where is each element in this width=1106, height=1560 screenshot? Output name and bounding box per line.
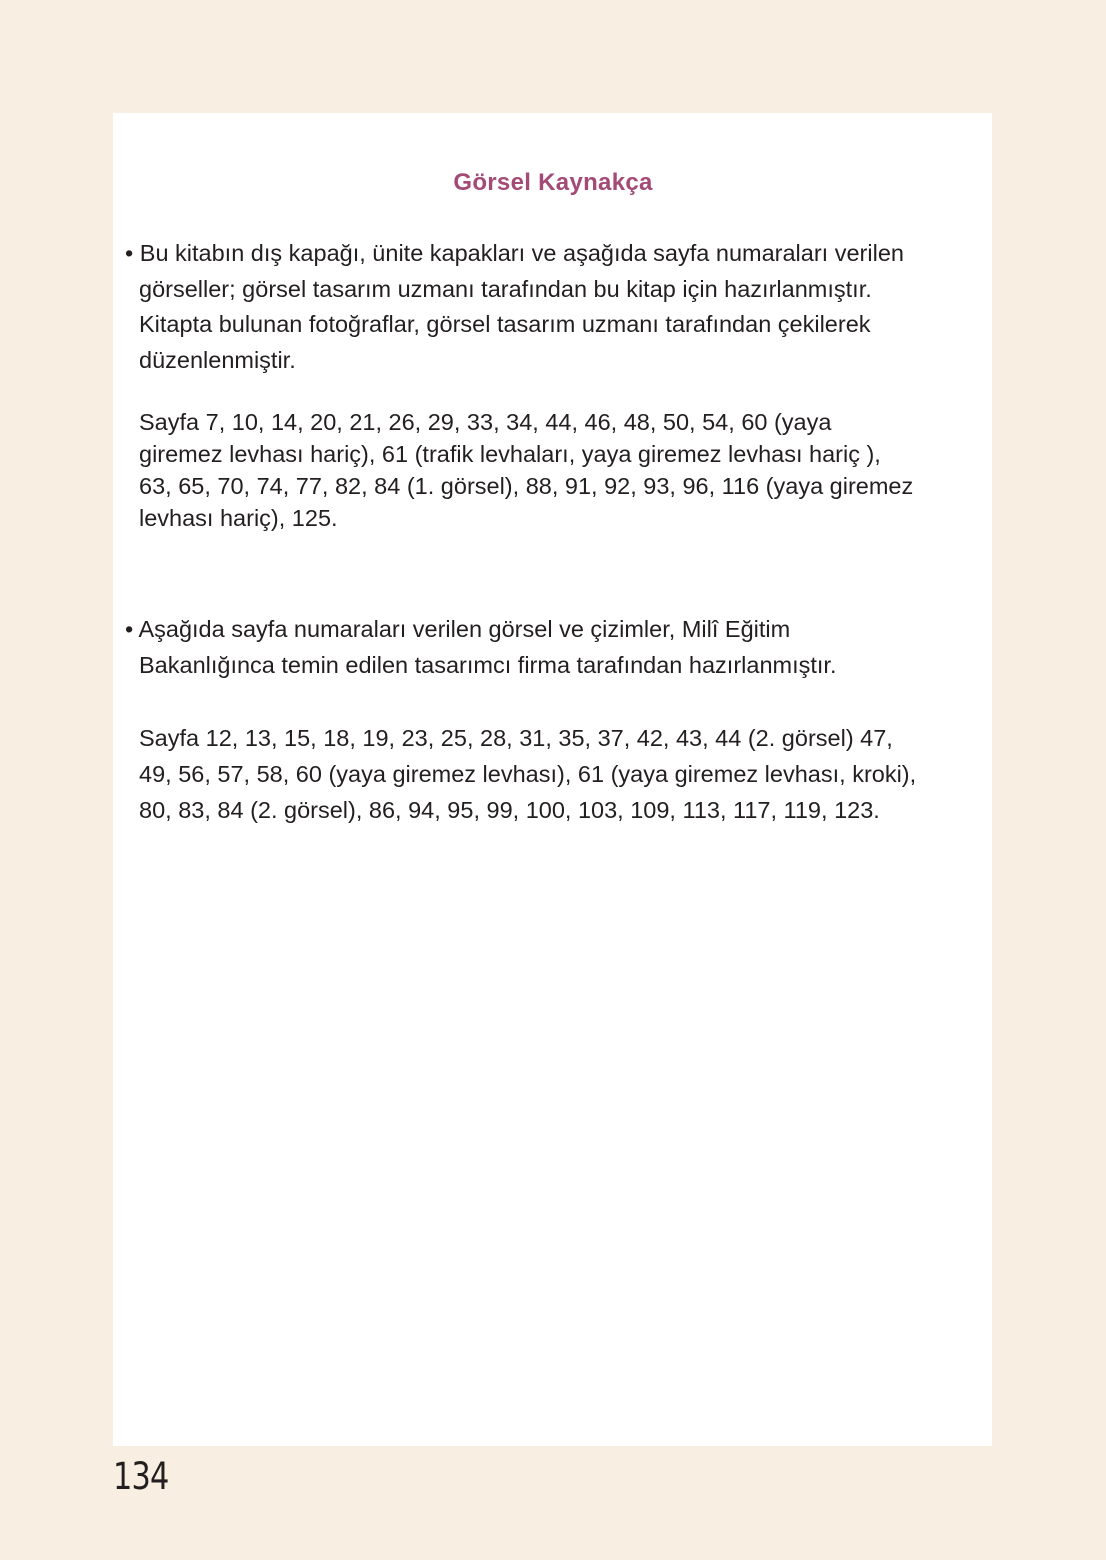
page-list-line: 63, 65, 70, 74, 77, 82, 84 (1. görsel), 88, 91, 92, 93, 96, 116 (yaya giremez [139, 473, 914, 499]
section-1-first-line [125, 236, 904, 272]
page-title: Görsel Kaynakça [453, 169, 653, 196]
paragraph-line: Aşağıda sayfa numaraları verilen görsel ve çizimler, Milî Eğitim [138, 616, 791, 642]
page-list-line: giremez levhası hariç), 61 (trafik levhaları, yaya giremez levhası hariç ), [139, 441, 881, 467]
section-1-paragraph [125, 236, 904, 378]
paragraph-line: görseller; görsel tasarım uzmanı tarafından bu kitap için hazırlanmıştır. [139, 275, 872, 302]
bullet-icon: • [125, 616, 134, 642]
paragraph-line: düzenlenmiştir. [139, 346, 296, 373]
page-list-line: Sayfa 7, 10, 14, 20, 21, 26, 29, 33, 34, 44, 46, 48, 50, 54, 60 (yaya [139, 409, 832, 435]
paragraph-line: Kitapta bulunan fotoğraflar, görsel tasarım uzmanı tarafından çekilerek [139, 311, 871, 337]
paragraph-line: Bu kitabın dış kapağı, ünite kapakları ve aşağıda sayfa numaraları verilen [139, 240, 904, 266]
page-number: 134 [113, 1455, 169, 1498]
bullet-icon: • [125, 240, 134, 266]
page-list-line: 49, 56, 57, 58, 60 (yaya giremez levhası), 61 (yaya giremez levhası, kroki), [139, 761, 917, 787]
paragraph-line: Bakanlığınca temin edilen tasarımcı firma tarafından hazırlanmıştır. [139, 651, 837, 678]
section-2-paragraph [125, 612, 836, 683]
page-list-line: 80, 83, 84 (2. görsel), 86, 94, 95, 99, 100, 103, 109, 113, 117, 119, 123. [139, 797, 880, 823]
section-1-page-list [139, 406, 913, 534]
section-2-first-line [125, 612, 836, 648]
page-list-line: levhası hariç), 125. [139, 505, 338, 531]
section-2-page-list [139, 720, 916, 828]
page-list-line: Sayfa 12, 13, 15, 18, 19, 23, 25, 28, 31, 35, 37, 42, 43, 44 (2. görsel) 47, [139, 725, 893, 751]
